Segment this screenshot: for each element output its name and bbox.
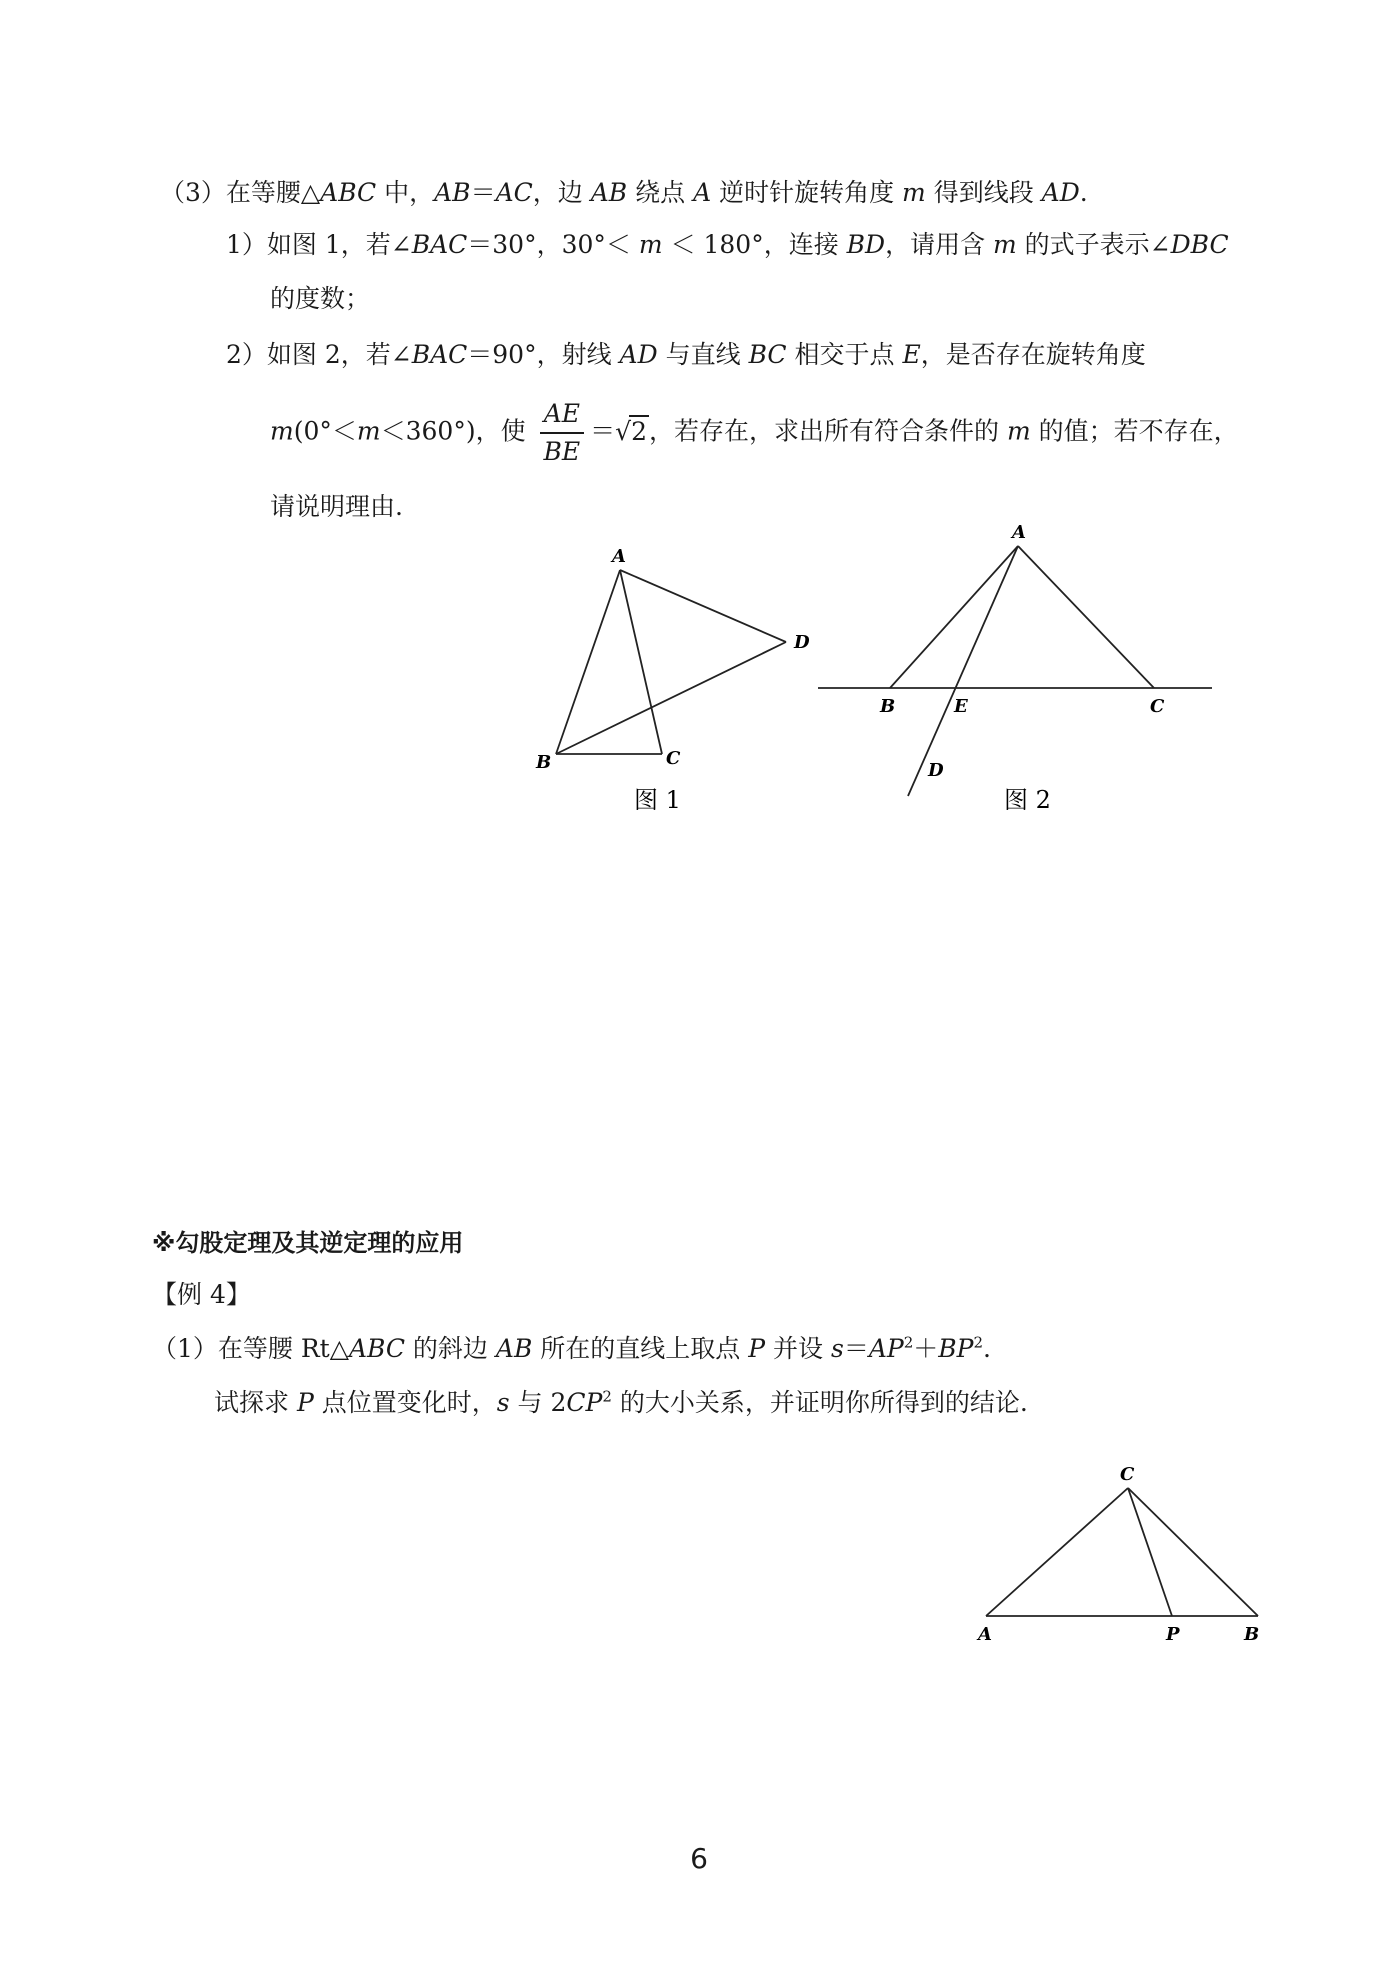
fraction-denominator: BE bbox=[543, 437, 581, 466]
fig1-label-d: D bbox=[794, 632, 810, 653]
fig3-label-a: A bbox=[978, 1624, 992, 1645]
math-var: m bbox=[902, 178, 926, 207]
fig2-label-a: A bbox=[1012, 522, 1026, 543]
math-var: AC bbox=[495, 178, 533, 207]
math-var: E bbox=[902, 340, 921, 369]
fig1-caption: 图 1 bbox=[634, 786, 681, 810]
math-var: BP bbox=[938, 1334, 974, 1363]
math-var: AB bbox=[495, 1334, 533, 1363]
problem-3-statement bbox=[160, 176, 1088, 210]
math-var: BAC bbox=[411, 340, 468, 369]
text: 的斜边 bbox=[404, 1334, 496, 1363]
segment-cb bbox=[1128, 1488, 1258, 1616]
fig3-label-p: P bbox=[1166, 1624, 1180, 1645]
segment-cp bbox=[1128, 1488, 1172, 1616]
example-4-line2 bbox=[214, 1386, 1028, 1420]
superscript: 2 bbox=[903, 1333, 914, 1352]
math-var: BC bbox=[748, 340, 787, 369]
fig1-label-b: B bbox=[536, 752, 552, 773]
math-var: m bbox=[993, 230, 1017, 259]
fig1-label-a: A bbox=[612, 546, 626, 567]
text: 点位置变化时， bbox=[313, 1388, 497, 1417]
text: 与 2 bbox=[509, 1388, 567, 1417]
math-var: m bbox=[270, 416, 294, 446]
text: ＝ bbox=[590, 416, 616, 446]
text: . bbox=[1079, 178, 1088, 207]
figure-2 bbox=[818, 546, 1212, 796]
sqrt-radicand: 2 bbox=[631, 416, 648, 446]
math-var: ABC bbox=[320, 178, 377, 207]
math-var: AB bbox=[434, 178, 471, 207]
subproblem-1-line2 bbox=[270, 282, 370, 316]
text: . bbox=[983, 1334, 991, 1363]
subproblem-1-line1 bbox=[226, 228, 1229, 262]
superscript: 2 bbox=[973, 1333, 984, 1352]
math-var: A bbox=[693, 178, 712, 207]
text: ＋ bbox=[913, 1334, 939, 1363]
text: ＝ bbox=[843, 1334, 869, 1363]
fig1-label-c: C bbox=[666, 748, 681, 769]
superscript: 2 bbox=[602, 1387, 612, 1406]
fig2-label-b: B bbox=[880, 696, 896, 717]
text: ＜ 180°，连接 bbox=[662, 230, 847, 259]
ray-ad bbox=[908, 546, 1018, 796]
text: ＜360°)，使 bbox=[380, 416, 534, 446]
text: ，若存在，求出所有符合条件的 bbox=[649, 416, 1007, 446]
text: 得到线段 bbox=[925, 178, 1042, 207]
math-var: AD bbox=[1041, 178, 1080, 207]
text: 2）如图 2，若∠ bbox=[226, 340, 412, 369]
math-var: P bbox=[296, 1388, 314, 1417]
segment-bd bbox=[556, 642, 786, 754]
text: 的度数； bbox=[270, 284, 371, 313]
example-4-line1 bbox=[152, 1332, 991, 1366]
sqrt-symbol: √ bbox=[615, 416, 632, 446]
math-var: AD bbox=[619, 340, 658, 369]
text: ，是否存在旋转角度 bbox=[920, 340, 1146, 369]
text: ＝ bbox=[470, 178, 496, 207]
subproblem-2-line1 bbox=[226, 338, 1146, 372]
section-title: ※勾股定理及其逆定理的应用 bbox=[152, 1229, 464, 1257]
figures-1-2 bbox=[0, 510, 1398, 810]
math-var: m bbox=[638, 230, 663, 259]
math-var: BD bbox=[846, 230, 886, 259]
figure-1 bbox=[556, 570, 786, 754]
text: ＝90°，射线 bbox=[467, 340, 620, 369]
segment-ab bbox=[890, 546, 1018, 688]
text: 与直线 bbox=[657, 340, 749, 369]
fig2-caption: 图 2 bbox=[1004, 786, 1051, 810]
fig2-label-c: C bbox=[1150, 696, 1165, 717]
fig3-label-b: B bbox=[1244, 1624, 1260, 1645]
text: 所在的直线上取点 bbox=[532, 1334, 749, 1363]
fig2-label-d: D bbox=[928, 760, 944, 781]
page-number: 6 bbox=[690, 1842, 708, 1875]
segment-ac bbox=[1018, 546, 1154, 688]
text: ＝30°，30°＜ bbox=[467, 230, 639, 259]
math-var: m bbox=[1006, 416, 1031, 446]
math-var: DBC bbox=[1170, 230, 1229, 259]
math-var: ABC bbox=[348, 1334, 405, 1363]
fig2-label-e: E bbox=[954, 696, 968, 717]
text: 1）如图 1，若∠ bbox=[226, 230, 412, 259]
text: 绕点 bbox=[627, 178, 694, 207]
text: 并设 bbox=[765, 1334, 831, 1363]
subproblem-2-line2 bbox=[270, 398, 1239, 468]
segment-ab bbox=[556, 570, 620, 754]
text: (0°＜ bbox=[293, 416, 357, 446]
figure-example-4 bbox=[960, 1450, 1260, 1650]
segment-ac bbox=[620, 570, 662, 754]
example-label: 【例 4】 bbox=[152, 1280, 251, 1309]
math-var: P bbox=[748, 1334, 766, 1363]
math-var: AB bbox=[590, 178, 628, 207]
text: 试探求 bbox=[214, 1388, 297, 1417]
segment-ad bbox=[620, 570, 786, 642]
problem-number: （3） bbox=[160, 178, 226, 207]
segment-ca bbox=[986, 1488, 1128, 1616]
text: ，边 bbox=[532, 178, 591, 207]
math-var: s bbox=[496, 1388, 510, 1417]
text: 中， bbox=[376, 178, 435, 207]
fraction-ae-over-be bbox=[540, 398, 585, 468]
text: 在等腰△ bbox=[225, 178, 321, 207]
math-var: m bbox=[356, 416, 381, 446]
text: 相交于点 bbox=[786, 340, 903, 369]
text: ，请用含 bbox=[885, 230, 994, 259]
math-var: s bbox=[830, 1334, 844, 1363]
math-var: BAC bbox=[411, 230, 468, 259]
text: 的式子表示∠ bbox=[1016, 230, 1171, 259]
text: 请说明理由. bbox=[270, 492, 403, 521]
math-var: CP bbox=[566, 1388, 603, 1417]
text: 的值；若不存在， bbox=[1030, 416, 1239, 446]
text: 逆时针旋转角度 bbox=[711, 178, 903, 207]
text: （1）在等腰 Rt△ bbox=[152, 1334, 349, 1363]
text: 的大小关系，并证明你所得到的结论. bbox=[611, 1388, 1028, 1417]
sqrt-2 bbox=[615, 415, 649, 449]
fraction-numerator: AE bbox=[540, 398, 585, 434]
math-var: AP bbox=[868, 1334, 904, 1363]
fig3-label-c: C bbox=[1120, 1464, 1135, 1485]
